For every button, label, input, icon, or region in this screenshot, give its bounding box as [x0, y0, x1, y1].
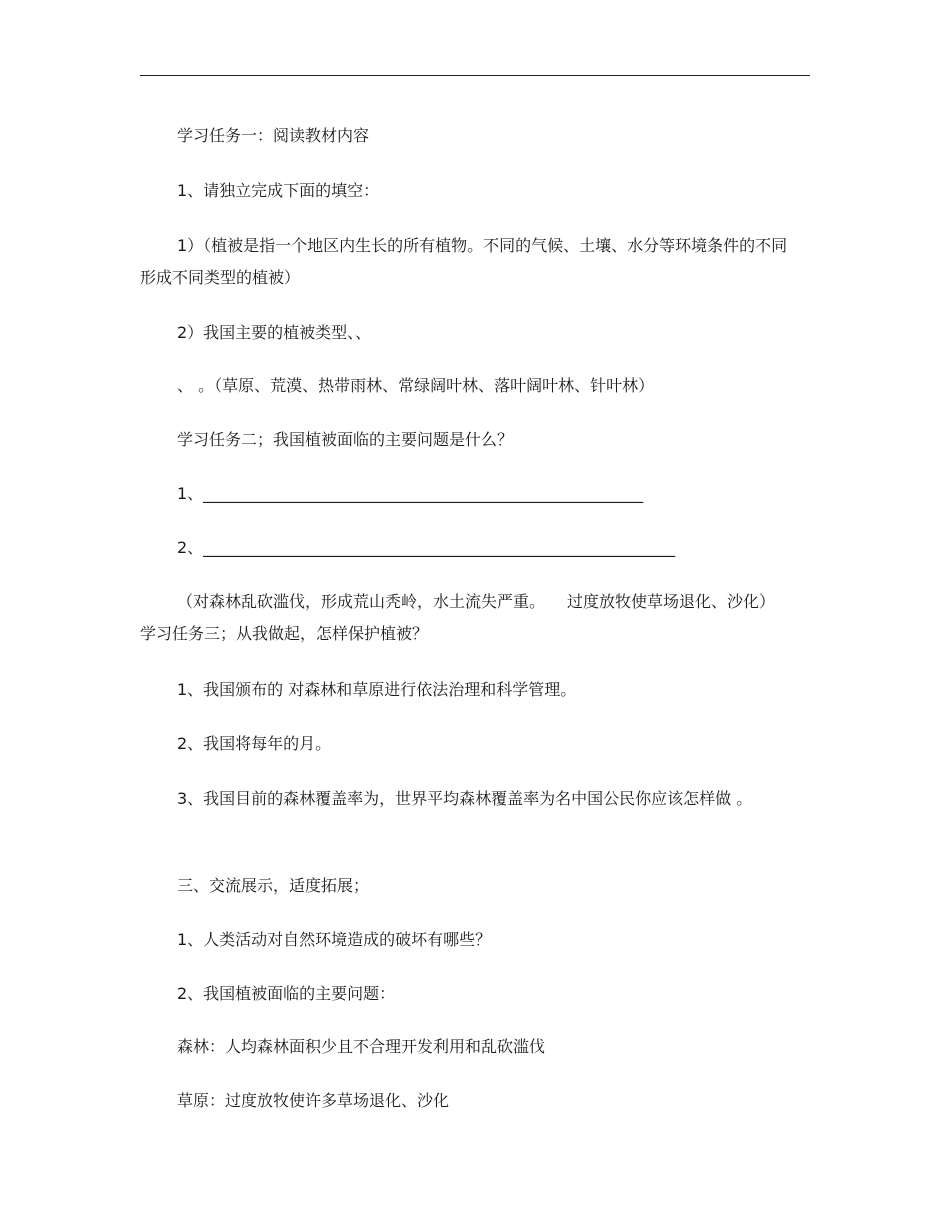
forest-line: 森林：人均森林面积少且不合理开发利用和乱砍滥伐	[177, 1037, 546, 1056]
grassland-line: 草原：过度放牧使许多草场退化、沙化	[177, 1091, 450, 1110]
header-rule	[140, 75, 810, 76]
task2-blank2: 2、___________________________________________________________	[177, 538, 676, 557]
task1-instruction: 1、请独立完成下面的填空：	[177, 181, 380, 200]
section3-q2: 2、我国植被面临的主要问题：	[177, 984, 396, 1003]
task1-item2-line2: 、 。（草原、荒漠、热带雨林、常绿阔叶林、落叶阔叶林、针叶林）	[177, 376, 655, 395]
task2-title: 学习任务二；我国植被面临的主要问题是什么？	[177, 430, 514, 449]
task2-answer-part1: （对森林乱砍滥伐，形成荒山秃岭，水土流失严重。	[177, 592, 546, 611]
task2-answer-part2: 过度放牧使草场退化、沙化） 学习任务三；从我做起，怎样保护植被？	[140, 592, 776, 643]
section3-q1: 1、人类活动对自然环境造成的破坏有哪些？	[177, 930, 492, 949]
section3-title: 三、交流展示，适度拓展；	[177, 876, 370, 895]
task3-item1: 1、我国颁布的 对森林和草原进行依法治理和科学管理。	[177, 680, 577, 699]
task2-blank1: 1、_______________________________________________________	[177, 484, 644, 503]
task3-item3: 3、我国目前的森林覆盖率为，世界平均森林覆盖率为名中国公民你应该怎样做 。	[177, 789, 753, 808]
task1-item2-line1: 2）我国主要的植被类型、、	[177, 323, 372, 342]
task1-item1: 1）（植被是指一个地区内生长的所有植物。不同的气候、土壤、水分等环境条件的不同形成不同类型的植被）	[140, 236, 788, 287]
task3-item2: 2、我国将每年的月。	[177, 734, 332, 753]
task1-title: 学习任务一：阅读教材内容	[177, 126, 370, 145]
task2-answer-paragraph	[140, 586, 790, 650]
